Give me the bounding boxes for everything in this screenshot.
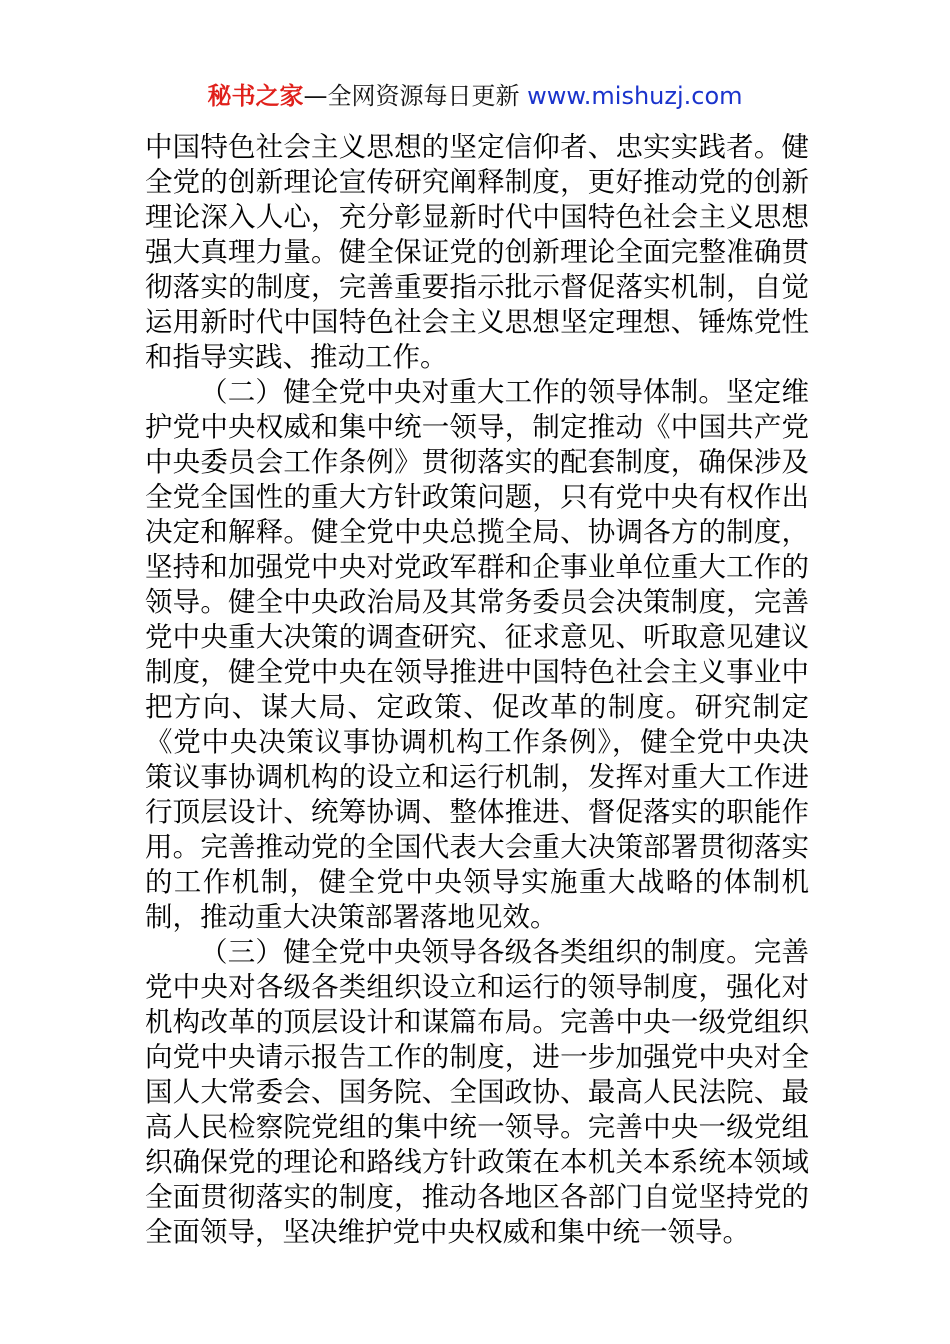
- header-tagline: —全网资源每日更新: [303, 82, 528, 110]
- site-url[interactable]: www.mishuzj.com: [527, 82, 743, 110]
- page-header: [0, 80, 950, 112]
- paragraph-section-2: （二）健全党中央对重大工作的领导体制。坚定维护党中央权威和集中统一领导，制定推动《中国共产党中央委员会工作条例》贯彻落实的配套制度，确保涉及全党全国性的重大方针政策问题，只有党中央有权作出决定和解释。健全党中央总揽全局、协调各方的制度，坚持和加强党中央对党政军群和企事业单位重大工作的领导。健全中央政治局及其常务委员会决策制度，完善党中央重大决策的调查研究、征求意见、听取意见建议制度，健全党中央在领导推进中国特色社会主义事业中把方向、谋大局、定政策、促改革的制度。研究制定《党中央决策议事协调机构工作条例》，健全党中央决策议事协调机构的设立和运行机制，发挥对重大工作进行顶层设计、统筹协调、整体推进、督促落实的职能作用。完善推动党的全国代表大会重大决策部署贯彻落实的工作机制，健全党中央领导实施重大战略的体制机制，推动重大决策部署落地见效。: [145, 376, 809, 933]
- paragraph-section-3: （三）健全党中央领导各级各类组织的制度。完善党中央对各级各类组织设立和运行的领导制度，强化对机构改革的顶层设计和谋篇布局。完善中央一级党组织向党中央请示报告工作的制度，进一步加强党中央对全国人大常委会、国务院、全国政协、最高人民法院、最高人民检察院党组的集中统一领导。完善中央一级党组织确保党的理论和路线方针政策在本机关本系统本领域全面贯彻落实的制度，推动各地区各部门自觉坚持党的全面领导，坚决维护党中央权威和集中统一领导。: [145, 936, 809, 1248]
- brand-name: 秘书之家: [207, 82, 304, 110]
- paragraph-continuation: 中国特色社会主义思想的坚定信仰者、忠实实践者。健全党的创新理论宣传研究阐释制度，更好推动党的创新理论深入人心，充分彰显新时代中国特色社会主义思想强大真理力量。健全保证党的创新理论全面完整准确贯彻落实的制度，完善重要指示批示督促落实机制，自觉运用新时代中国特色社会主义思想坚定理想、锤炼党性和指导实践、推动工作。: [145, 131, 809, 373]
- document-body: [145, 130, 809, 1250]
